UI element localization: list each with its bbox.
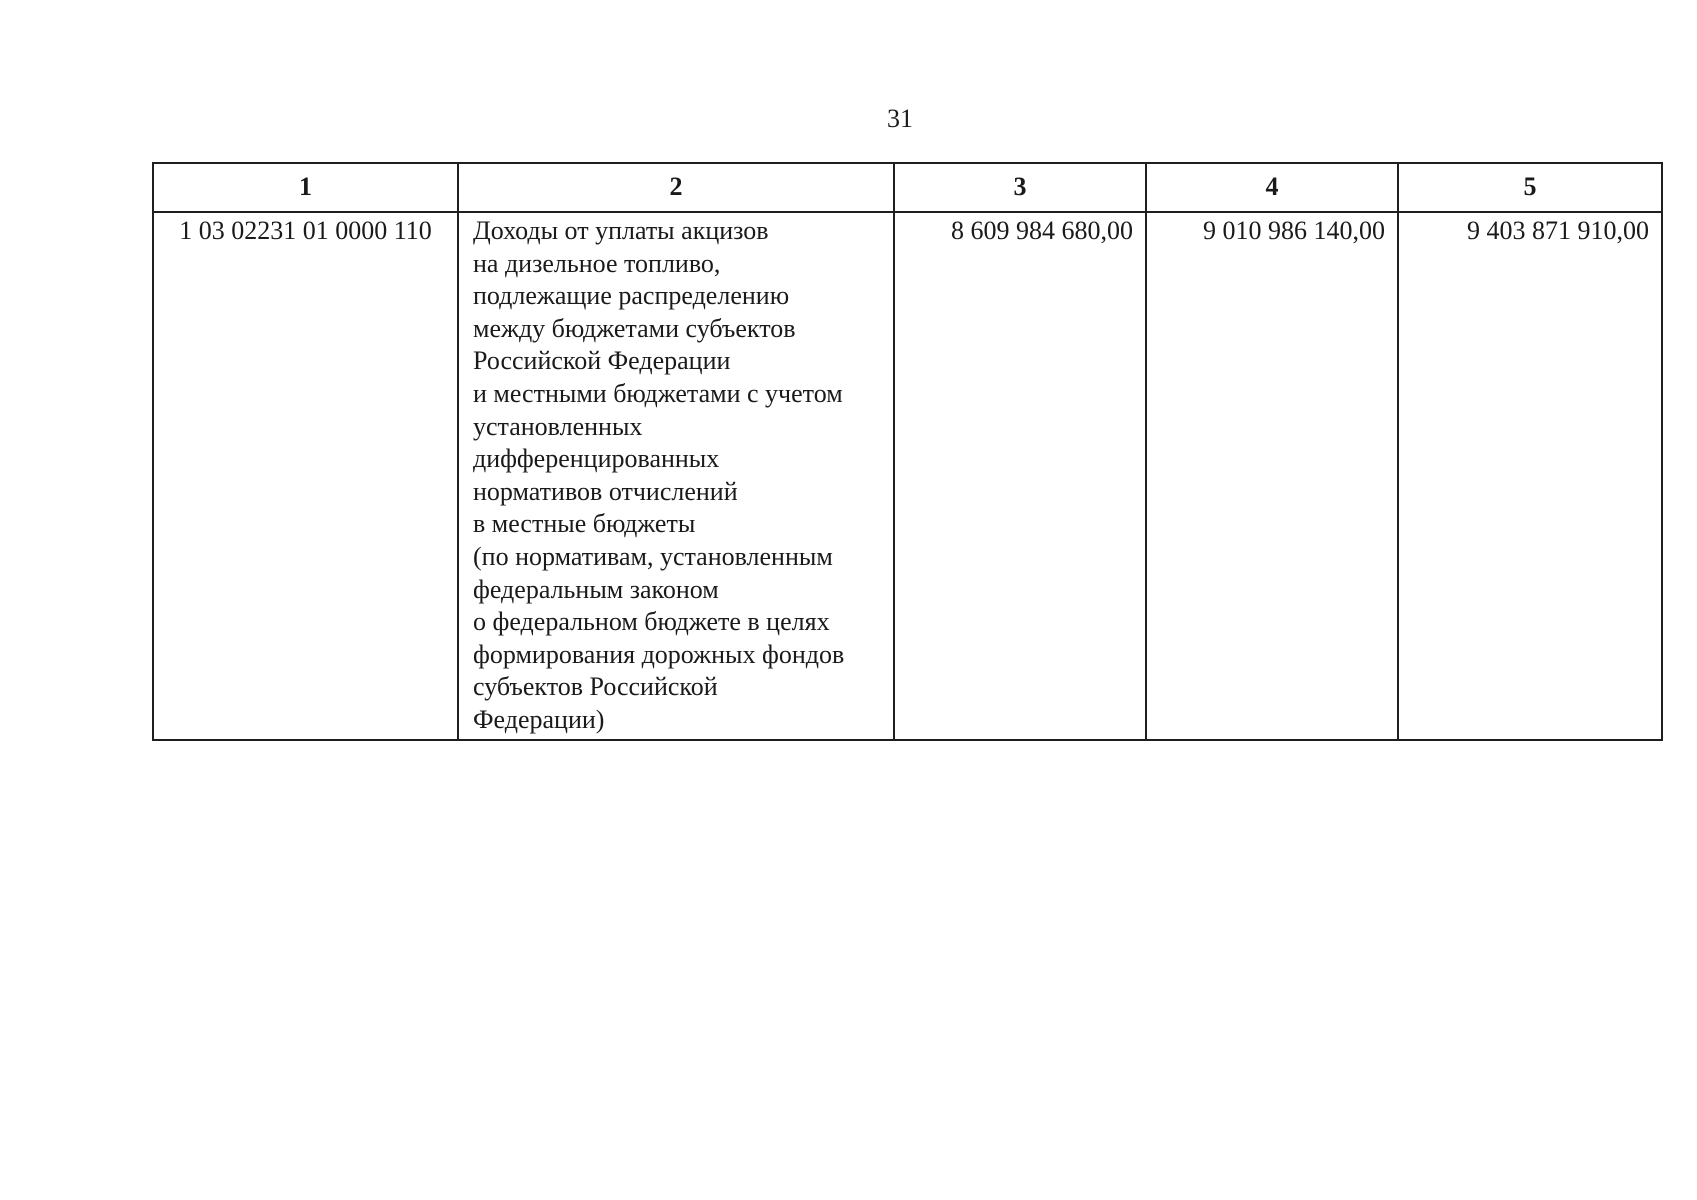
description-line: дифференцированных (473, 444, 720, 474)
column-header-4: 4 (1146, 163, 1398, 212)
description-line: (по нормативам, установленным (473, 541, 833, 571)
value-cell-col4: 9 010 986 140,00 (1146, 212, 1398, 740)
column-header-2: 2 (458, 163, 894, 212)
description-line: субъектов Российской (473, 672, 718, 702)
description-line: на дизельное топливо, (473, 248, 721, 278)
table-row (153, 212, 1662, 740)
value-cell-col5: 9 403 871 910,00 (1398, 212, 1662, 740)
description-line: Доходы от уплаты акцизов (473, 216, 769, 245)
page-number: 31 (887, 104, 913, 133)
description-cell (458, 212, 894, 740)
description-line: между бюджетами субъектов (473, 313, 796, 343)
budget-table (152, 162, 1663, 741)
description-line: нормативов отчислений (473, 476, 738, 506)
description-line: федеральным законом (473, 574, 719, 604)
description-line: Российской Федерации (473, 346, 731, 376)
description-line: подлежащие распределению (473, 281, 790, 311)
column-header-5: 5 (1398, 163, 1662, 212)
description-line: Федерации) (473, 704, 605, 734)
description-line: формирования дорожных фондов (473, 639, 845, 669)
column-header-1: 1 (153, 163, 458, 212)
value-cell-col3: 8 609 984 680,00 (894, 212, 1146, 740)
description-line: в местные бюджеты (473, 509, 696, 539)
budget-code-cell: 1 03 02231 01 0000 110 (153, 212, 458, 740)
description-line: установленных (473, 411, 643, 441)
description-line: и местными бюджетами с учетом (473, 378, 843, 408)
column-header-3: 3 (894, 163, 1146, 212)
table-header-row (153, 163, 1662, 212)
description-line: о федеральном бюджете в целях (473, 607, 830, 637)
